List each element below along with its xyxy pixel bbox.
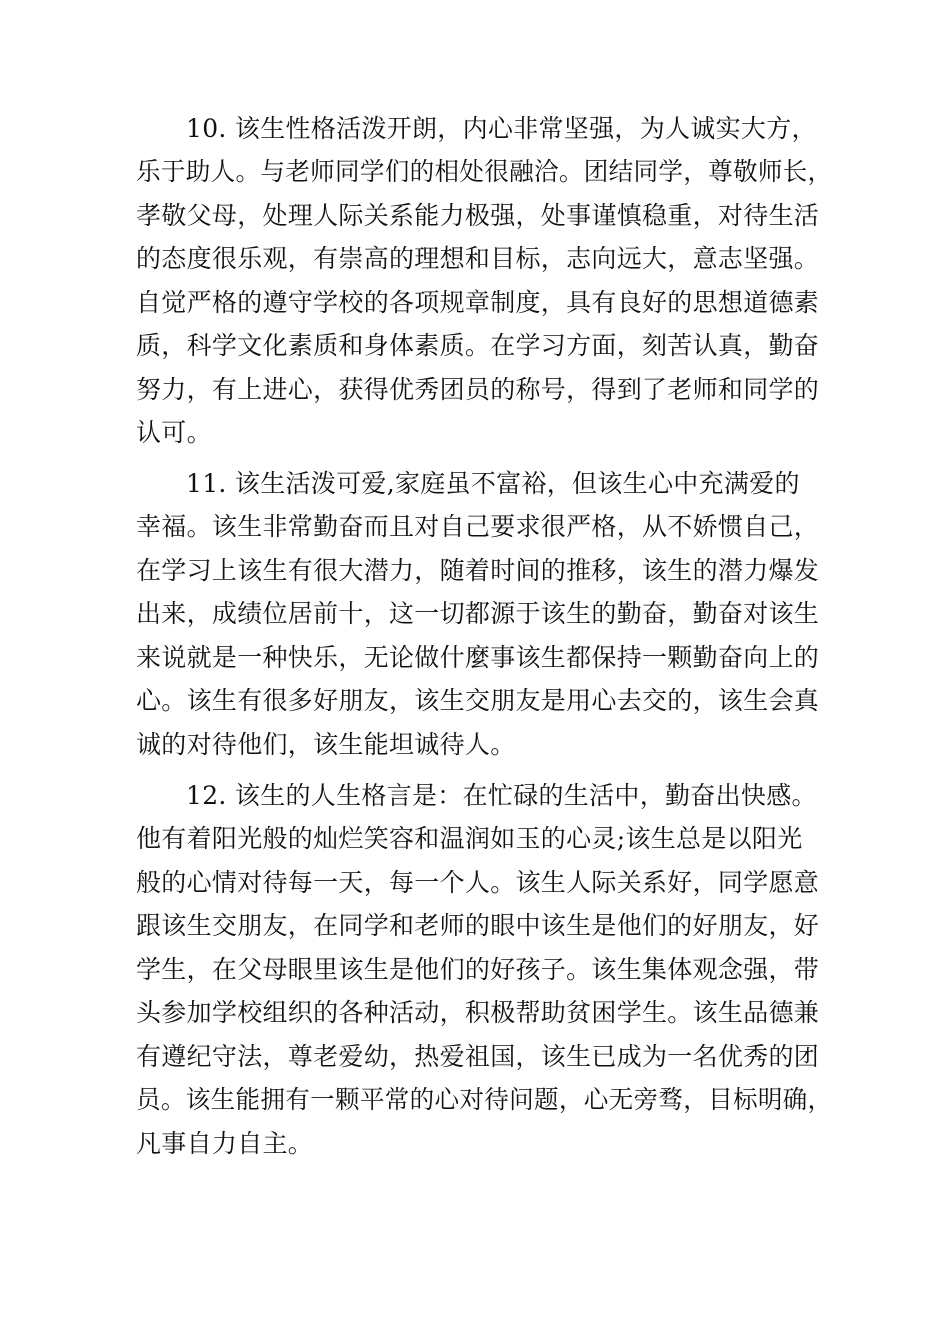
text-line: 跟该生交朋友，在同学和老师的眼中该生是他们的好朋友，好 — [136, 911, 820, 940]
text-line: 幸福。该生非常勤奋而且对自己要求很严格，从不娇惯自己， — [136, 512, 820, 541]
text-line: 在学习上该生有很大潜力，随着时间的推移，该生的潜力爆发 — [136, 556, 820, 585]
text-line: 来说就是一种快乐，无论做什麼事该生都保持一颗勤奋向上的 — [136, 643, 820, 672]
text-line: 学生，在父母眼里该生是他们的好孩子。该生集体观念强，带 — [136, 955, 820, 984]
text-line: 有遵纪守法，尊老爱幼，热爱祖国，该生已成为一名优秀的团 — [136, 1042, 820, 1071]
text-line: 心。该生有很多好朋友，该生交朋友是用心去交的，该生会真 — [136, 686, 820, 715]
text-line: 认可。 — [136, 418, 212, 447]
text-line: 的态度很乐观，有崇高的理想和目标，志向远大，意志坚强。 — [136, 244, 820, 273]
text-line: 般的心情对待每一天，每一个人。该生人际关系好，同学愿意 — [136, 868, 820, 897]
text-line: 凡事自力自主。 — [136, 1129, 314, 1158]
text-line: 头参加学校组织的各种活动，积极帮助贫困学生。该生品德兼 — [136, 998, 820, 1027]
text-line: 12. 该生的人生格言是：在忙碌的生活中，勤奋出快感。 — [186, 781, 817, 810]
text-line: 乐于助人。与老师同学们的相处很融洽。团结同学，尊敬师长， — [136, 157, 833, 186]
text-line: 10. 该生性格活泼开朗，内心非常坚强，为人诚实大方， — [186, 114, 817, 143]
text-line: 他有着阳光般的灿烂笑容和温润如玉的心灵;该生总是以阳光 — [136, 824, 803, 853]
text-line: 孝敬父母，处理人际关系能力极强，处事谨慎稳重，对待生活 — [136, 201, 820, 230]
text-line: 员。该生能拥有一颗平常的心对待问题，心无旁骛，目标明确， — [136, 1085, 833, 1114]
text-line: 质，科学文化素质和身体素质。在学习方面，刻苦认真，勤奋 — [136, 331, 820, 360]
text-line: 出来，成绩位居前十，这一切都源于该生的勤奋，勤奋对该生 — [136, 599, 820, 628]
text-line: 自觉严格的遵守学校的各项规章制度，具有良好的思想道德素 — [136, 288, 820, 317]
text-line: 努力，有上进心，获得优秀团员的称号，得到了老师和同学的 — [136, 375, 820, 404]
text-line: 诚的对待他们，该生能坦诚待人。 — [136, 730, 516, 759]
text-line: 11. 该生活泼可爱,家庭虽不富裕，但该生心中充满爱的 — [186, 469, 800, 498]
